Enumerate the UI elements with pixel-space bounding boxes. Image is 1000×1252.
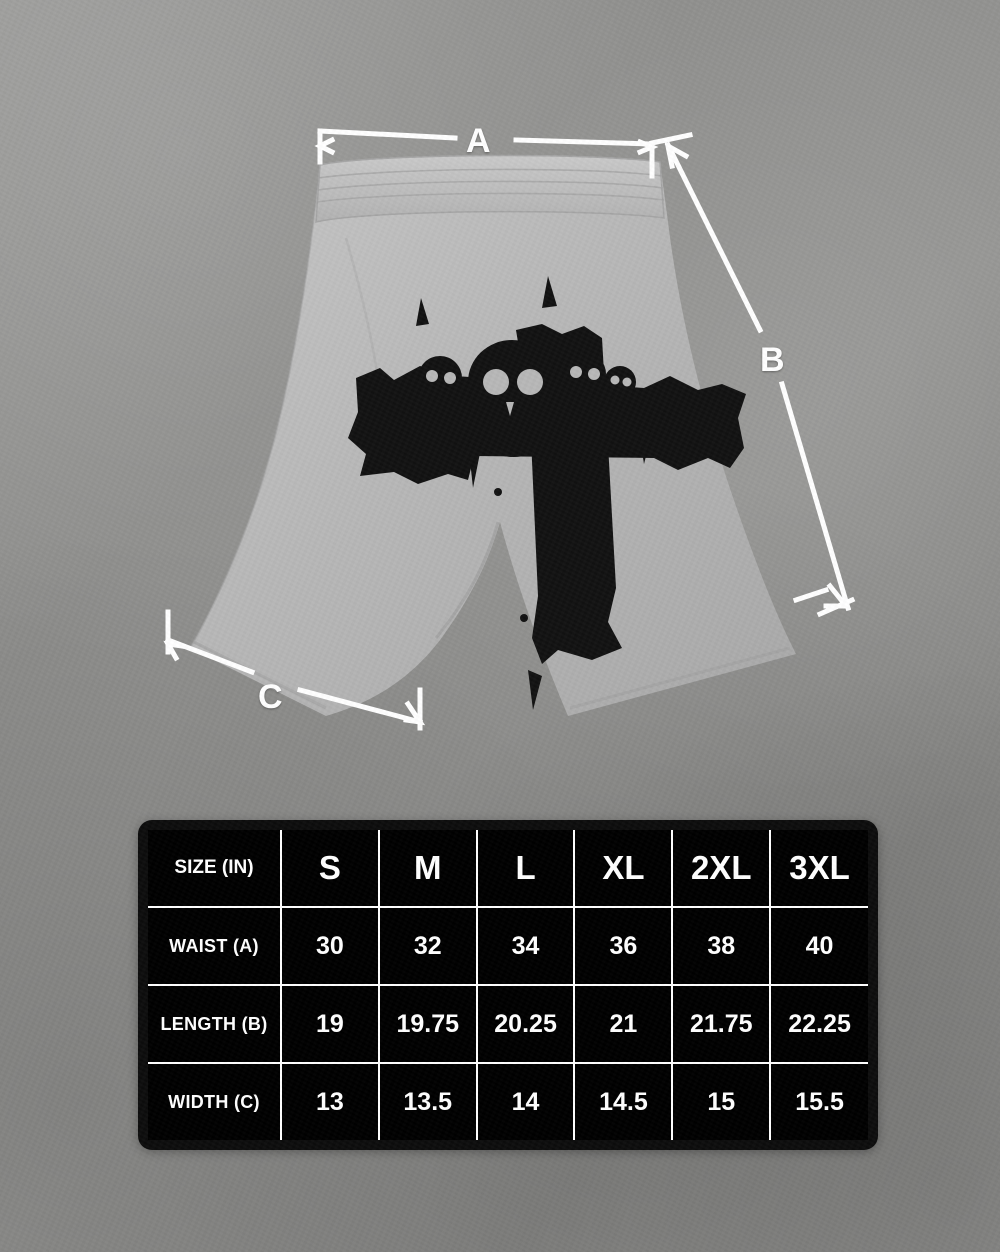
measurement-label-c: C — [258, 678, 283, 716]
table-row — [148, 907, 868, 985]
cell-length-2xl: 21.75 — [672, 985, 770, 1063]
cell-length-xl: 21 — [574, 985, 672, 1063]
header-cell-size-xl: XL — [574, 830, 672, 907]
row-label-width: WIDTH (C) — [148, 1063, 281, 1140]
cell-width-xl: 14.5 — [574, 1063, 672, 1140]
header-cell-size-label: SIZE (IN) — [148, 830, 281, 907]
cell-length-3xl: 22.25 — [770, 985, 868, 1063]
cell-waist-l: 34 — [477, 907, 575, 985]
size-chart — [138, 820, 878, 1150]
table-row — [148, 1063, 868, 1140]
table-row — [148, 985, 868, 1063]
cell-length-m: 19.75 — [379, 985, 477, 1063]
header-cell-size-2xl: 2XL — [672, 830, 770, 907]
cell-waist-m: 32 — [379, 907, 477, 985]
header-cell-size-s: S — [281, 830, 379, 907]
cell-width-s: 13 — [281, 1063, 379, 1140]
size-chart-table — [148, 830, 868, 1140]
cell-waist-s: 30 — [281, 907, 379, 985]
row-label-waist: WAIST (A) — [148, 907, 281, 985]
cell-length-l: 20.25 — [477, 985, 575, 1063]
cell-width-l: 14 — [477, 1063, 575, 1140]
cell-waist-3xl: 40 — [770, 907, 868, 985]
measurement-label-b: B — [760, 341, 785, 379]
cell-width-2xl: 15 — [672, 1063, 770, 1140]
cell-width-m: 13.5 — [379, 1063, 477, 1140]
cell-waist-2xl: 38 — [672, 907, 770, 985]
cell-width-3xl: 15.5 — [770, 1063, 868, 1140]
cell-waist-xl: 36 — [574, 907, 672, 985]
cell-length-s: 19 — [281, 985, 379, 1063]
header-cell-size-l: L — [477, 830, 575, 907]
shorts-image — [168, 130, 828, 750]
table-header-row — [148, 830, 868, 907]
row-label-length: LENGTH (B) — [148, 985, 281, 1063]
measurement-label-a: A — [466, 122, 491, 160]
header-cell-size-3xl: 3XL — [770, 830, 868, 907]
header-cell-size-m: M — [379, 830, 477, 907]
